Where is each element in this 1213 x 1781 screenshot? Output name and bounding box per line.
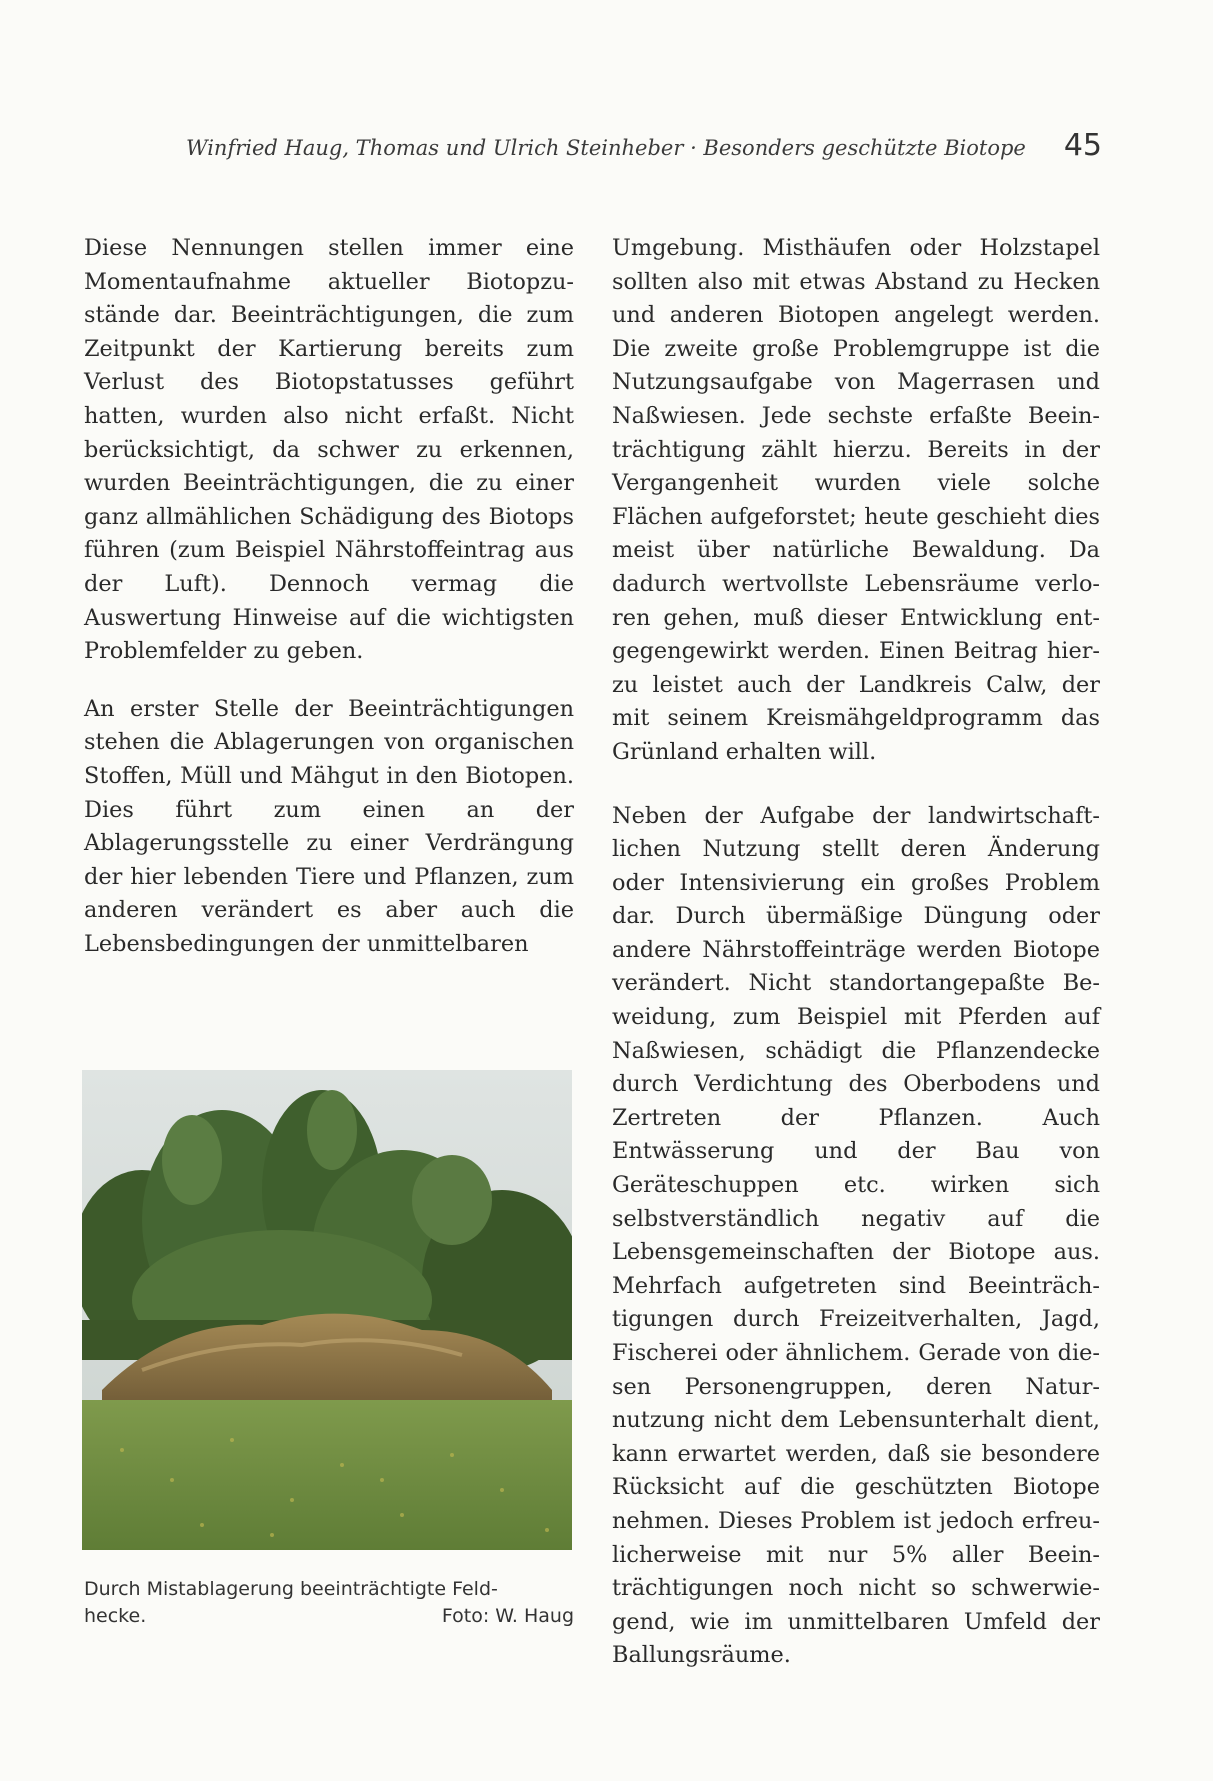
- left-column: [84, 232, 574, 961]
- page-header: [186, 128, 1102, 163]
- caption-line-2: hecke.: [84, 1605, 147, 1627]
- photo-credit: Foto: W. Haug: [441, 1605, 574, 1627]
- right-paragraph-2: Neben der Aufgabe der landwirtschaftlichen Nutzung stellt deren Änderung oder Intensivierung ein großes Problem dar. Durch übermäßige Düngung oder andere Nährstoffeinträge werden Biotope verändert. Nicht standortangepaßte Beweidung, zum Beispiel mit Pferden auf Naßwiesen, schädigt die Pflanzendecke durch Verdichtung des Oberbodens und Zertreten der Pflanzen. Auch Entwässerung und der Bau von Geräteschuppen etc. wirken sich selbstverständlich negativ auf die Lebensgemeinschaften der Biotope aus. Mehrfach aufgetreten sind Beeinträchtigungen durch Freizeitverhalten, Jagd, Fischerei oder ähnlichem. Gerade von diesen Personengruppen, deren Naturnutzung nicht dem Lebensunterhalt dient, kann erwartet werden, daß sie besondere Rücksicht auf die geschützten Biotope nehmen. Dieses Problem ist jedoch erfreulicherweise mit nur 5% aller Beeinträchtigungen noch nicht so schwerwiegend, wie im unmittelbaren Umfeld der Ballungsräume.: [612, 802, 1100, 1669]
- photo-field-hedge: [82, 1070, 572, 1550]
- right-column: [612, 232, 1100, 1673]
- figure-caption: [84, 1576, 574, 1630]
- left-paragraph-2: An erster Stelle der Beeinträchtigungen stehen die Ablagerungen von organischen Stoffen, Müll und Mähgut in den Biotopen. Dies führt zum einen an der Ablagerungsstelle zu einer Verdrängung der hier lebenden Tiere und Pflanzen, zum anderen verändert es aber auch die Lebensbedingungen der unmittelbaren: [84, 695, 574, 957]
- left-paragraph-1: Diese Nennungen stellen immer eine Momentaufnahme aktueller Biotopzustände dar. Beeinträchtigungen, die zum Zeitpunkt der Kartierung bereits zum Verlust des Biotopstatusses geführt hatten, wurden also nicht erfaßt. Nicht berücksichtigt, da schwer zu erkennen, wurden Beeinträchtigungen, die zu einer ganz allmählichen Schädigung des Biotops führen (zum Beispiel Nährstoffeintrag aus der Luft). Dennoch vermag die Auswertung Hinweise auf die wichtigsten Problemfelder zu geben.: [84, 235, 574, 665]
- right-paragraph-1: Umgebung. Misthäufen oder Holzstapel sollten also mit etwas Abstand zu Hecken und anderen Biotopen angelegt werden. Die zweite große Problemgruppe ist die Nutzungsaufgabe von Magerrasen und Naßwiesen. Jede sechste erfaßte Beeinträchtigung zählt hierzu. Bereits in der Vergangenheit wurden viele solche Flächen aufgeforstet; heute geschieht dies meist über natürliche Bewaldung. Da dadurch wertvollste Lebensräume verloren gehen, muß dieser Entwicklung entgegengewirkt werden. Einen Beitrag hierzu leistet auch der Landkreis Calw, der mit seinem Kreismähgeldprogramm das Grünland erhalten will.: [612, 235, 1100, 765]
- page-number: 45: [1063, 128, 1102, 163]
- caption-line-1: Durch Mistablagerung beeinträchtigte Feld-: [84, 1578, 498, 1600]
- running-title: Winfried Haug, Thomas und Ulrich Steinheber · Besonders geschützte Biotope: [186, 136, 1026, 160]
